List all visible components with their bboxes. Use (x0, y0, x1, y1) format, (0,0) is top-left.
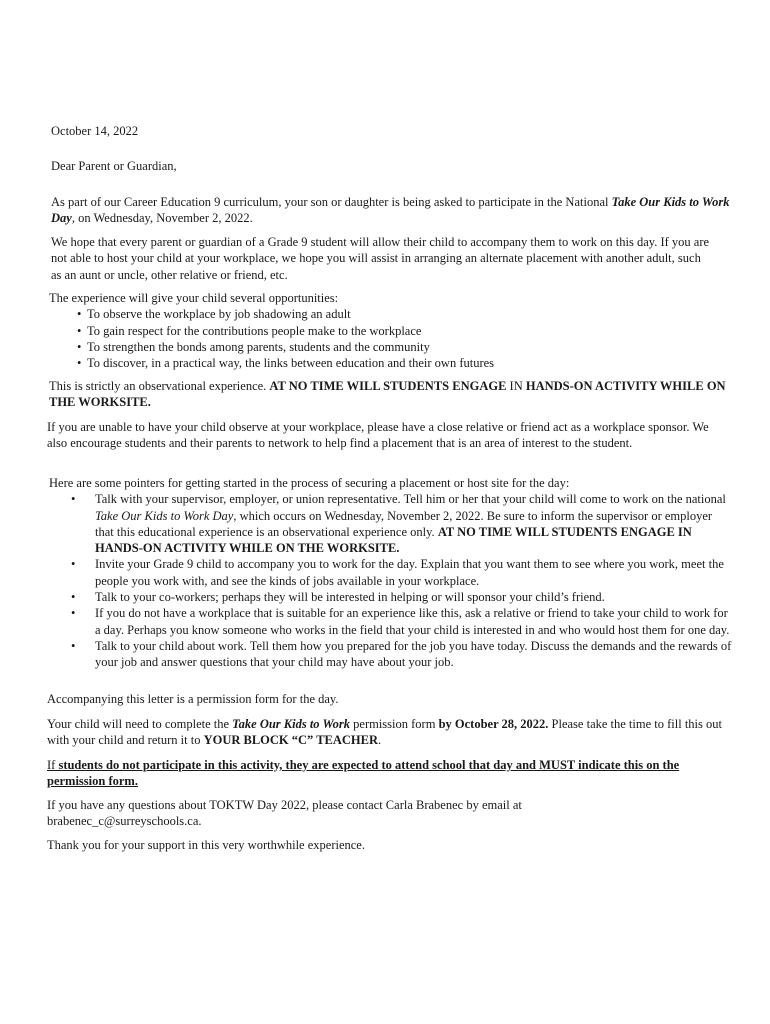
list-item: • Talk to your co-workers; perhaps they will be interested in helping or will sponsor your child’s friend. (49, 589, 733, 605)
warning-text-a: AT NO TIME WILL STUDENTS ENGAGE (269, 379, 507, 393)
list-item: • Talk to your child about work. Tell them how you prepared for the job you have today. Discuss the demands and the rewards of your job and answer questions that your child may have about your job. (49, 638, 733, 671)
pointer-text: , which occurs on Wednesday, November 2, 2022. Be sure to inform the supervisor or employer that this educational experience is an observational experience only. (95, 508, 713, 539)
list-item: • To gain respect for the contributions people make to the workplace (49, 323, 729, 339)
list-item: • If you do not have a workplace that is suitable for an experience like this, ask a relative or friend to take your child to work for a day. Perhaps you know someone who works in the field that your child is interested in and who would host them for one day. (49, 605, 733, 638)
salutation: Dear Parent or Guardian, (51, 159, 177, 173)
list-item: • To strengthen the bonds among parents, students and the community (49, 339, 729, 355)
letter-date: October 14, 2022 (51, 124, 139, 138)
closing-line: Thank you for your support in this very worthwhile experience. (47, 838, 365, 852)
opportunities-intro: The experience will give your child several opportunities: (49, 291, 339, 305)
deadline-period: . (378, 733, 382, 748)
permission-note: Accompanying this letter is a permission form for the day. (47, 692, 339, 706)
deadline-text: Please take the time to fill this out with your child and return it to (47, 717, 722, 748)
list-item: • Invite your Grade 9 child to accompany you to work for the day. Explain that you want them to see where you work, meet the people you work with, and see the kinds of jobs available in your workplace. (49, 556, 733, 589)
pointer-text: Talk with your supervisor, employer, or union representative. Tell him or her that your child will come to work on the national (95, 492, 726, 507)
deadline-date: by October 28, 2022. (438, 717, 549, 731)
list-item: • To observe the workplace by job shadowing an adult (49, 306, 729, 322)
contact-paragraph: If you have any questions about TOKTW Day 2022, please contact Carla Brabenec by email at brabenec_c@surreyschools.ca. (47, 798, 522, 829)
warning-connector: IN (506, 379, 526, 393)
event-name: Take Our Kids to Work Day (95, 508, 234, 523)
opportunities-section (49, 290, 729, 371)
notice-prefix: If (47, 758, 59, 772)
deadline-paragraph (47, 716, 727, 749)
event-name: Take Our Kids to Work Day (51, 195, 730, 226)
sponsor-paragraph: If you are unable to have your child observe at your workplace, please have a close relative or friend act as a workplace sponsor. We also encourage students and their parents to network to help find a placement that is an area of interest to the student. (47, 420, 709, 451)
deadline-text: permission form (350, 717, 439, 731)
pointers-list (49, 491, 733, 670)
pointers-section (49, 475, 733, 671)
teacher-text: YOUR BLOCK “C” TEACHER (203, 733, 379, 748)
opportunities-list (49, 306, 729, 371)
observational-paragraph (49, 378, 729, 411)
observational-text: This is strictly an observational experience. (49, 379, 270, 393)
hope-paragraph: We hope that every parent or guardian of a Grade 9 student will allow their child to accompany them to work on this day. If you are not able to host your child at your workplace, we hope you will assist in arranging an alternate placement with another adult, such as an aunt or uncle, other relative or friend, etc. (51, 235, 710, 282)
notice-text: students do not participate in this activity, they are expected to attend school that day and MUST indicate this on the permission form. (47, 758, 680, 789)
deadline-text: Your child will need to complete the (47, 717, 233, 731)
warning-text: AT NO TIME WILL STUDENTS ENGAGE IN HANDS-ON ACTIVITY WHILE ON THE WORKSITE. (95, 524, 692, 556)
list-item (49, 491, 733, 556)
list-item: • To discover, in a practical way, the links between education and their own futures (49, 355, 729, 371)
pointers-intro: Here are some pointers for getting started in the process of securing a placement or host site for the day: (49, 476, 570, 490)
intro-text: As part of our Career Education 9 curriculum, your son or daughter is being asked to participate in the National (51, 195, 612, 209)
intro-date-text: , on Wednesday, November 2, 2022. (71, 211, 253, 226)
event-name: Take Our Kids to Work (232, 717, 351, 731)
non-participation-notice (47, 757, 731, 790)
intro-paragraph (51, 194, 731, 227)
warning-text-b: HANDS-ON ACTIVITY WHILE ON THE WORKSITE. (49, 379, 726, 410)
